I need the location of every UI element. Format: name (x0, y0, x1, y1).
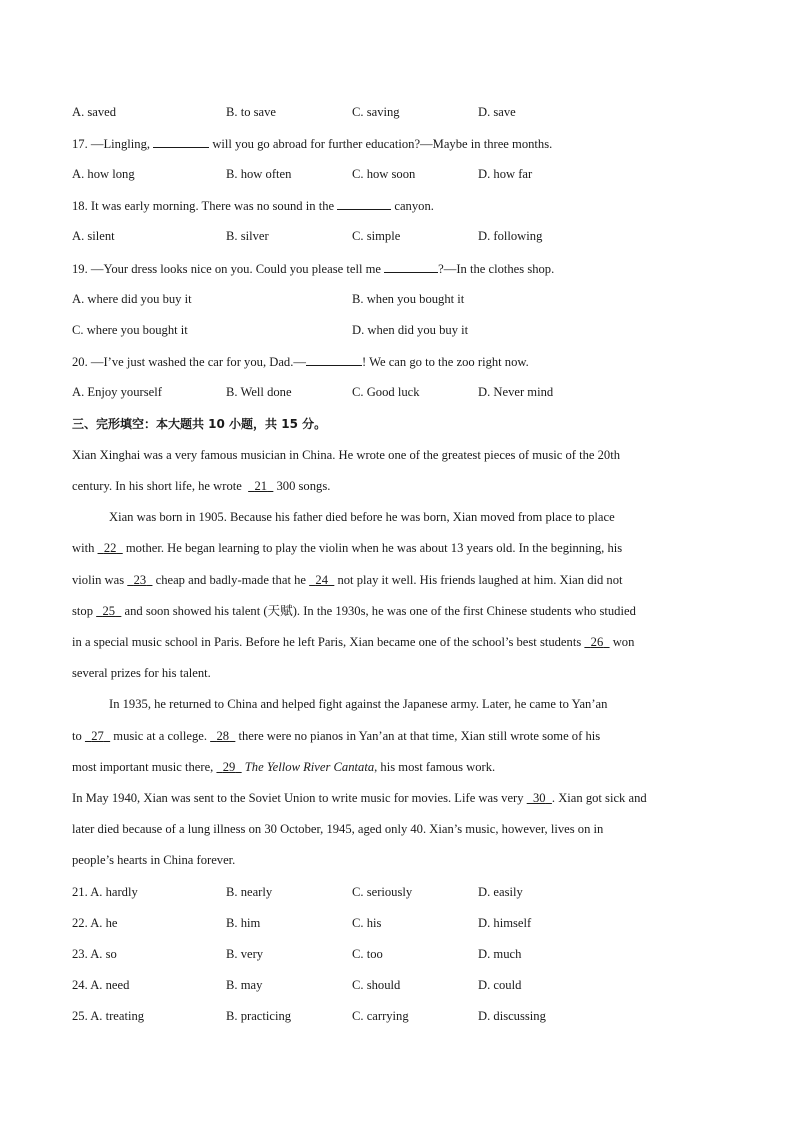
option-b: B. him (226, 916, 261, 930)
passage-line: Xian was born in 1905. Because his father died before he was born, Xian moved from place to place (109, 510, 615, 524)
blank-number: 28 (216, 729, 230, 743)
option-c: C. his (352, 916, 382, 930)
option-d: D. when did you buy it (352, 323, 469, 337)
passage-line: to 27 music at a college. 28 there were no pianos in Yan’an at that time, Xian still wrote some of his (72, 729, 601, 743)
option-a: A. where did you buy it (72, 292, 192, 306)
passage-line: stop 25 and soon showed his talent (天赋). In the 1930s, he was one of the first Chinese students who studied (72, 604, 636, 618)
question-18-stem: 18. It was early morning. There was no sound in the canyon. (72, 199, 434, 213)
passage-line: most important music there, 29 The Yellow River Cantata, his most famous work. (72, 760, 496, 774)
question-19-stem: 19. —Your dress looks nice on you. Could you please tell me ?—In the clothes shop. (72, 262, 555, 276)
blank-number: 24 (315, 573, 329, 587)
option-d: D. himself (478, 916, 532, 930)
option-b: B. very (226, 947, 264, 961)
passage-line: In May 1940, Xian was sent to the Soviet Union to write music for movies. Life was very 30 . Xian got sick and (72, 791, 647, 805)
question-17-stem: 17. —Lingling, will you go abroad for further education?—Maybe in three months. (72, 137, 553, 151)
answer-blank (384, 260, 438, 273)
option-a: A. silent (72, 229, 115, 243)
option-b: B. may (226, 978, 263, 992)
option-b: B. silver (226, 229, 269, 243)
option-a: 23. A. so (72, 947, 117, 961)
option-c: C. saving (352, 105, 400, 119)
question-20-stem: 20. —I’ve just washed the car for you, Dad.— ! We can go to the zoo right now. (72, 355, 529, 369)
passage-line: In 1935, he returned to China and helped fight against the Japanese army. Later, he came to Yan’an (109, 697, 608, 711)
option-a: A. Enjoy yourself (72, 385, 162, 399)
option-a: 25. A. treating (72, 1009, 145, 1023)
passage-line: Xian Xinghai was a very famous musician in China. He wrote one of the greatest pieces of music of the 20th (72, 448, 621, 462)
option-b: B. Well done (226, 385, 292, 399)
blank-number: 21 (254, 479, 268, 493)
option-a: 22. A. he (72, 916, 118, 930)
option-a: A. saved (72, 105, 117, 119)
option-c: C. too (352, 947, 383, 961)
section-heading: 三、完形填空：本大题共 10 小题，共 15 分。 (72, 417, 327, 431)
blank-number: 26 (590, 635, 604, 649)
option-c: C. simple (352, 229, 401, 243)
passage-line: violin was 23 cheap and badly-made that he 24 not play it well. His friends laughed at him. Xian did not (72, 573, 623, 587)
passage-line: century. In his short life, he wrote 21 300 songs. (72, 479, 331, 493)
option-d: D. save (478, 105, 516, 119)
answer-blank (337, 197, 391, 210)
passage-line: people’s hearts in China forever. (72, 853, 236, 867)
option-b: B. when you bought it (352, 292, 465, 306)
option-c: C. Good luck (352, 385, 420, 399)
option-c: C. should (352, 978, 401, 992)
option-d: D. discussing (478, 1009, 546, 1023)
blank-number: 23 (133, 573, 147, 587)
option-c: C. seriously (352, 885, 413, 899)
option-c: C. carrying (352, 1009, 409, 1023)
option-c: C. where you bought it (72, 323, 188, 337)
blank-number: 25 (102, 604, 116, 618)
option-a: 21. A. hardly (72, 885, 138, 899)
blank-number: 27 (91, 729, 104, 743)
blank-number: 30 (533, 791, 546, 805)
passage-line: later died because of a lung illness on 30 October, 1945, aged only 40. Xian’s music, however, lives on in (72, 822, 604, 836)
option-d: D. following (478, 229, 543, 243)
option-b: B. how often (226, 167, 292, 181)
option-a: 24. A. need (72, 978, 130, 992)
passage-line: in a special music school in Paris. Before he left Paris, Xian became one of the school’s best students 26 won (72, 635, 635, 649)
option-b: B. practicing (226, 1009, 292, 1023)
option-d: D. how far (478, 167, 533, 181)
option-d: D. Never mind (478, 385, 554, 399)
blank-number: 29 (222, 760, 236, 774)
option-d: D. much (478, 947, 522, 961)
passage-line: with 22 mother. He began learning to play the violin when he was about 13 years old. In the beginning, his (72, 541, 623, 555)
option-a: A. how long (72, 167, 135, 181)
blank-number: 22 (103, 541, 117, 555)
option-c: C. how soon (352, 167, 416, 181)
answer-blank (153, 135, 209, 148)
passage-line: several prizes for his talent. (72, 666, 211, 680)
option-b: B. nearly (226, 885, 273, 899)
option-d: D. easily (478, 885, 523, 899)
option-d: D. could (478, 978, 522, 992)
answer-blank (306, 353, 362, 366)
option-b: B. to save (226, 105, 277, 119)
work-title: The Yellow River Cantata (244, 760, 375, 774)
